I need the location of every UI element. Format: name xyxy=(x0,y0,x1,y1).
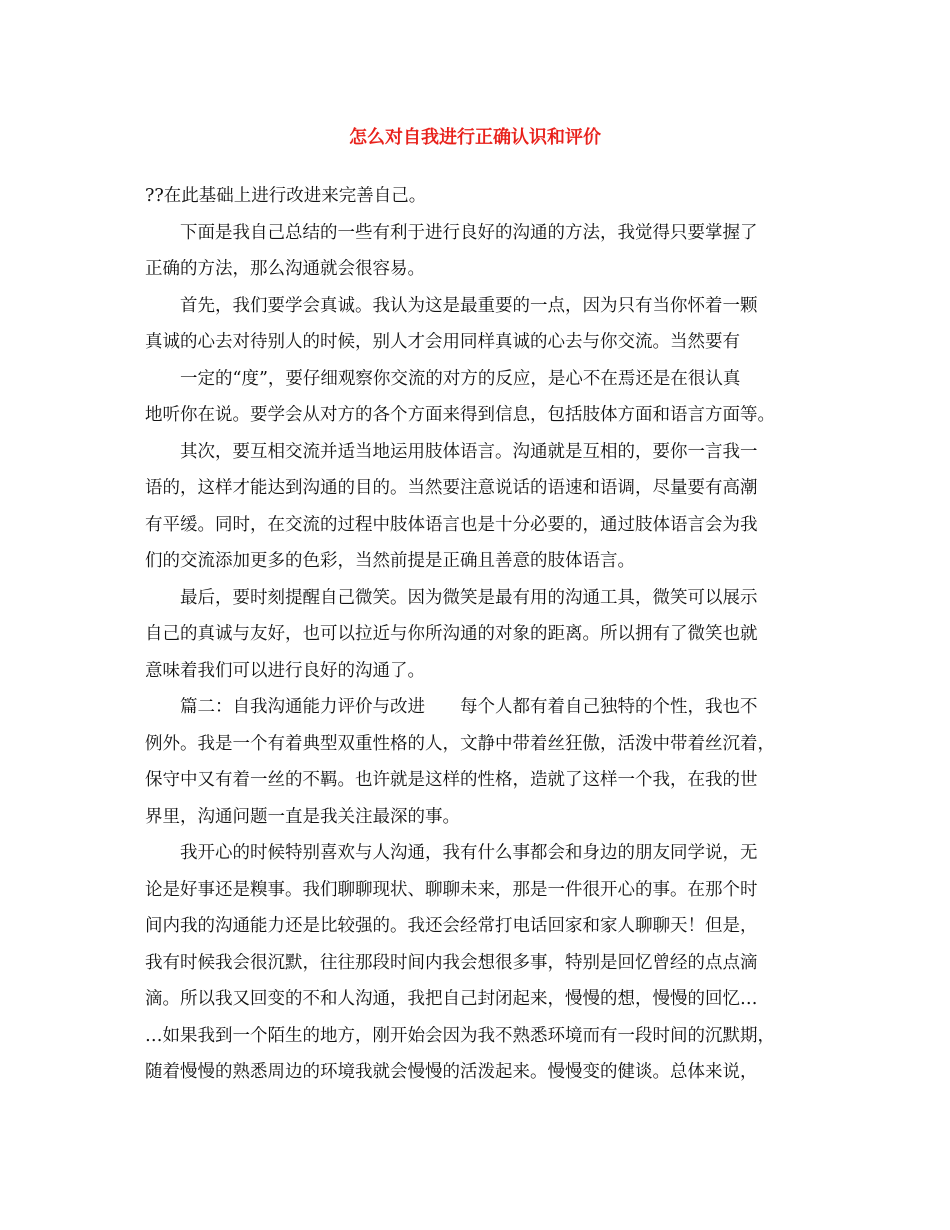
text-line: 其次，要互相交流并适当地运用肢体语言。沟通就是互相的，要你一言我一 xyxy=(180,441,758,462)
text-line: 间内我的沟通能力还是比较强的。我还会经常打电话回家和家人聊聊天！但是， xyxy=(145,916,758,936)
text-line: 语的，这样才能达到沟通的目的。当然要注意说话的语速和语调，尽量要有高潮 xyxy=(145,478,758,498)
text-line: 保守中又有着一丝的不羁。也许就是这样的性格，造就了这样一个我，在我的世 xyxy=(145,770,758,790)
text-line: 我开心的时候特别喜欢与人沟通，我有什么事都会和身边的朋友同学说，无 xyxy=(180,843,758,863)
text-line: 篇二：自我沟通能力评价与改进 每个人都有着自己独特的个性，我也不 xyxy=(180,697,758,717)
text-line: ??在此基础上进行改进来完善自己。 xyxy=(145,186,427,206)
document-body xyxy=(145,178,815,1091)
text-line: 正确的方法，那么沟通就会很容易。 xyxy=(145,259,425,279)
text-line: 最后，要时刻提醒自己微笑。因为微笑是最有用的沟通工具，微笑可以展示 xyxy=(180,587,758,608)
text-line: 一定的“度”，要仔细观察你交流的对方的反应，是心不在焉还是在很认真 xyxy=(180,368,741,389)
text-line: 意味着我们可以进行良好的沟通了。 xyxy=(145,660,425,681)
document-title: 怎么对自我进行正确认识和评价 xyxy=(349,127,601,148)
text-line: …如果我到一个陌生的地方，刚开始会因为我不熟悉环境而有一段时间的沉默期， xyxy=(145,1025,775,1046)
text-line: 自己的真诚与友好，也可以拉近与你所沟通的对象的距离。所以拥有了微笑也就 xyxy=(145,624,758,644)
text-line: 界里，沟通问题一直是我关注最深的事。 xyxy=(145,806,460,827)
text-line: 首先，我们要学会真诚。我认为这是最重要的一点，因为只有当你怀着一颗 xyxy=(180,295,758,316)
text-line: 真诚的心去对待别人的时候，别人才会用同样真诚的心去与你交流。当然要有 xyxy=(145,332,740,352)
text-line: 滴。所以我又回变的不和人沟通，我把自己封闭起来，慢慢的想，慢慢的回忆… xyxy=(145,989,758,1009)
text-line: 们的交流添加更多的色彩，当然前提是正确且善意的肢体语言。 xyxy=(145,551,635,571)
text-line: 下面是我自己总结的一些有利于进行良好的沟通的方法，我觉得只要掌握了 xyxy=(180,222,758,243)
text-line: 论是好事还是糗事。我们聊聊现状、聊聊未来，那是一件很开心的事。在那个时 xyxy=(145,879,758,900)
text-line: 地听你在说。要学会从对方的各个方面来得到信息，包括肢体方面和语言方面等。 xyxy=(145,405,775,425)
text-line: 随着慢慢的熟悉周边的环境我就会慢慢的活泼起来。慢慢变的健谈。总体来说， xyxy=(145,1062,758,1082)
text-line: 例外。我是一个有着典型双重性格的人，文静中带着丝狂傲，活泼中带着丝沉着， xyxy=(145,733,775,754)
text-line: 有平缓。同时，在交流的过程中肢体语言也是十分必要的，通过肢体语言会为我 xyxy=(145,514,758,535)
text-line: 我有时候我会很沉默，往往那段时间内我会想很多事，特别是回忆曾经的点点滴 xyxy=(145,952,758,973)
